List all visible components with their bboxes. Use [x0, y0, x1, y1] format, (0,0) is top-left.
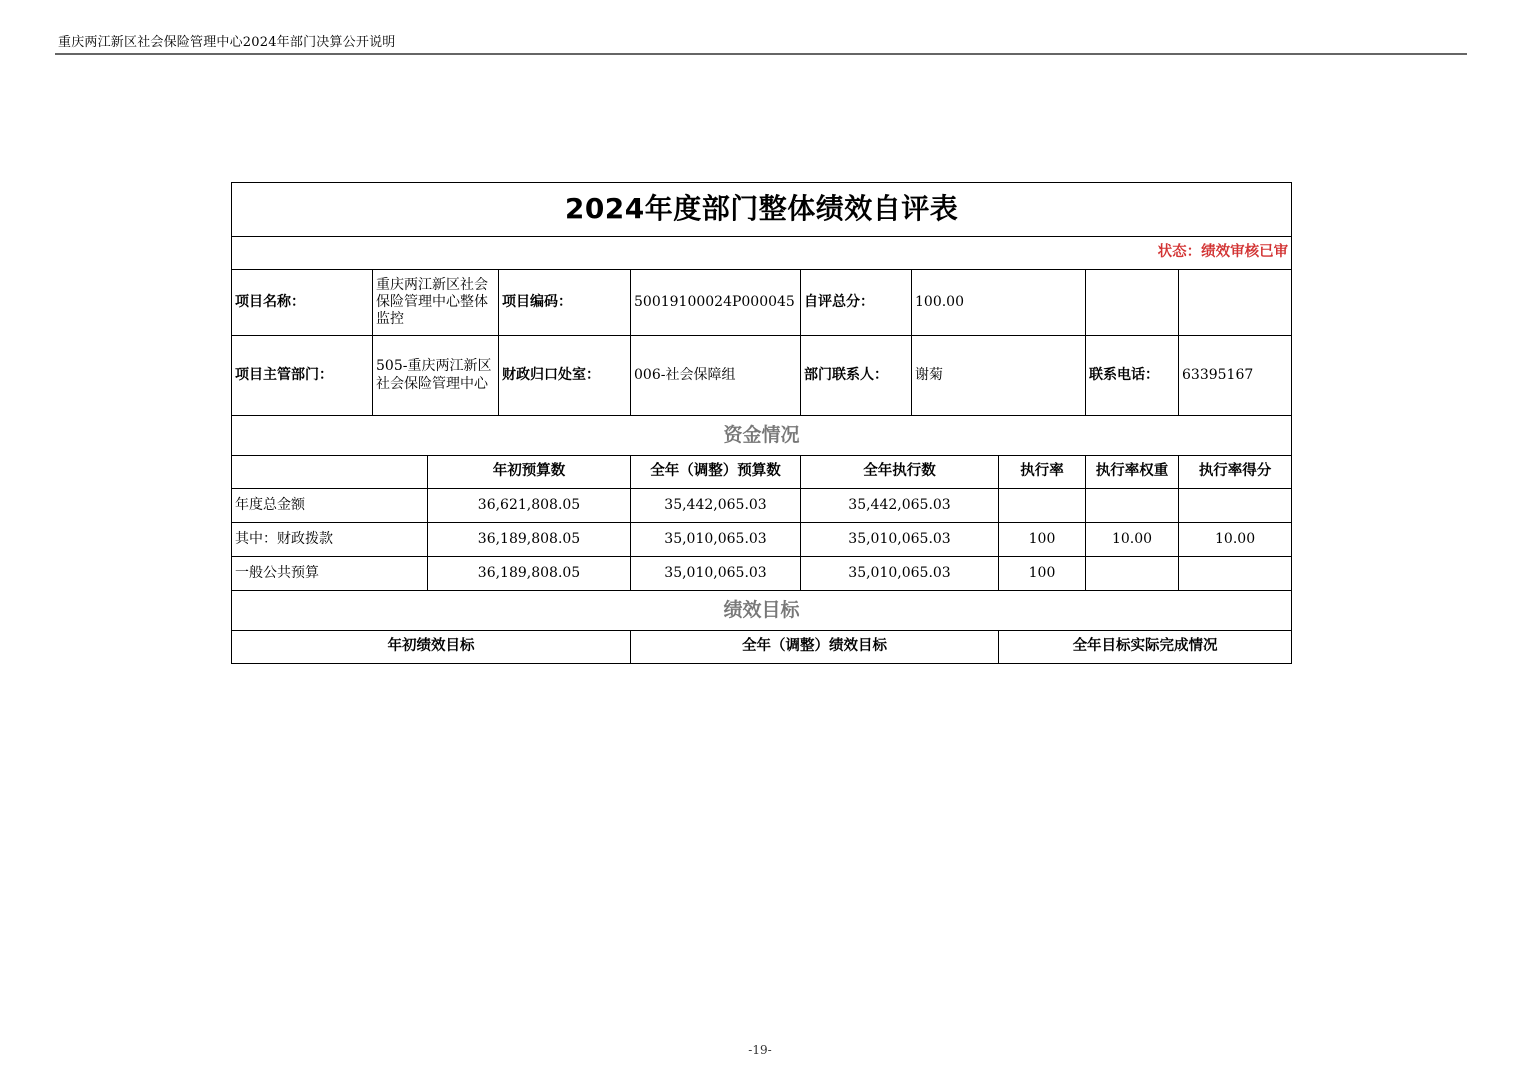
weight-cell: [1086, 489, 1179, 523]
contact-label: 部门联系人：: [801, 336, 912, 416]
initial-budget-cell: 36,189,808.05: [428, 557, 631, 591]
empty-cell: [1179, 270, 1292, 336]
office-value: 006-社会保障组: [631, 336, 801, 416]
funds-header-executed: 全年执行数: [801, 456, 999, 489]
project-code-value: 50019100024P000045: [631, 270, 801, 336]
table-row: [232, 557, 1292, 591]
dept-label: 项目主管部门：: [232, 336, 373, 416]
goals-header-adjusted: 全年（调整）绩效目标: [631, 631, 999, 664]
project-code-label: 项目编码：: [499, 270, 631, 336]
score-cell: [1179, 489, 1292, 523]
page-number: -19-: [748, 1043, 772, 1057]
empty-cell: [1086, 270, 1179, 336]
exec-rate-cell: 100: [999, 557, 1086, 591]
funds-header-weight: 执行率权重: [1086, 456, 1179, 489]
funds-header-initial-budget: 年初预算数: [428, 456, 631, 489]
score-cell: 10.00: [1179, 523, 1292, 557]
dept-value: 505-重庆两江新区社会保险管理中心: [373, 336, 499, 416]
funds-section-title: 资金情况: [232, 416, 1292, 456]
funds-header-score: 执行率得分: [1179, 456, 1292, 489]
exec-rate-cell: 100: [999, 523, 1086, 557]
goals-section-title: 绩效目标: [232, 591, 1292, 631]
phone-value: 63395167: [1179, 336, 1292, 416]
adjusted-budget-cell: 35,010,065.03: [631, 523, 801, 557]
funds-header-blank: [232, 456, 428, 489]
phone-label: 联系电话：: [1086, 336, 1179, 416]
score-value: 100.00: [912, 270, 1086, 336]
funds-header-adjusted-budget: 全年（调整）预算数: [631, 456, 801, 489]
row-label: 年度总金额: [232, 489, 428, 523]
score-cell: [1179, 557, 1292, 591]
initial-budget-cell: 36,189,808.05: [428, 523, 631, 557]
executed-cell: 35,442,065.03: [801, 489, 999, 523]
goals-header-initial: 年初绩效目标: [232, 631, 631, 664]
weight-cell: 10.00: [1086, 523, 1179, 557]
executed-cell: 35,010,065.03: [801, 557, 999, 591]
performance-evaluation-table: [231, 182, 1292, 664]
table-row: [232, 489, 1292, 523]
header-divider: [55, 53, 1467, 55]
office-label: 财政归口处室：: [499, 336, 631, 416]
page-header: 重庆两江新区社会保险管理中心2024年部门决算公开说明: [58, 35, 396, 50]
project-name-label: 项目名称：: [232, 270, 373, 336]
executed-cell: 35,010,065.03: [801, 523, 999, 557]
score-label: 自评总分：: [801, 270, 912, 336]
adjusted-budget-cell: 35,010,065.03: [631, 557, 801, 591]
funds-header-exec-rate: 执行率: [999, 456, 1086, 489]
row-label: 其中：财政拨款: [232, 523, 428, 557]
goals-header-actual: 全年目标实际完成情况: [999, 631, 1292, 664]
contact-value: 谢菊: [912, 336, 1086, 416]
exec-rate-cell: [999, 489, 1086, 523]
row-label: 一般公共预算: [232, 557, 428, 591]
initial-budget-cell: 36,621,808.05: [428, 489, 631, 523]
table-title: 2024年度部门整体绩效自评表: [232, 183, 1292, 237]
table-row: [232, 523, 1292, 557]
weight-cell: [1086, 557, 1179, 591]
adjusted-budget-cell: 35,442,065.03: [631, 489, 801, 523]
project-name-value: 重庆两江新区社会保险管理中心整体监控: [373, 270, 499, 336]
status-badge: 状态：绩效审核已审: [232, 237, 1292, 270]
